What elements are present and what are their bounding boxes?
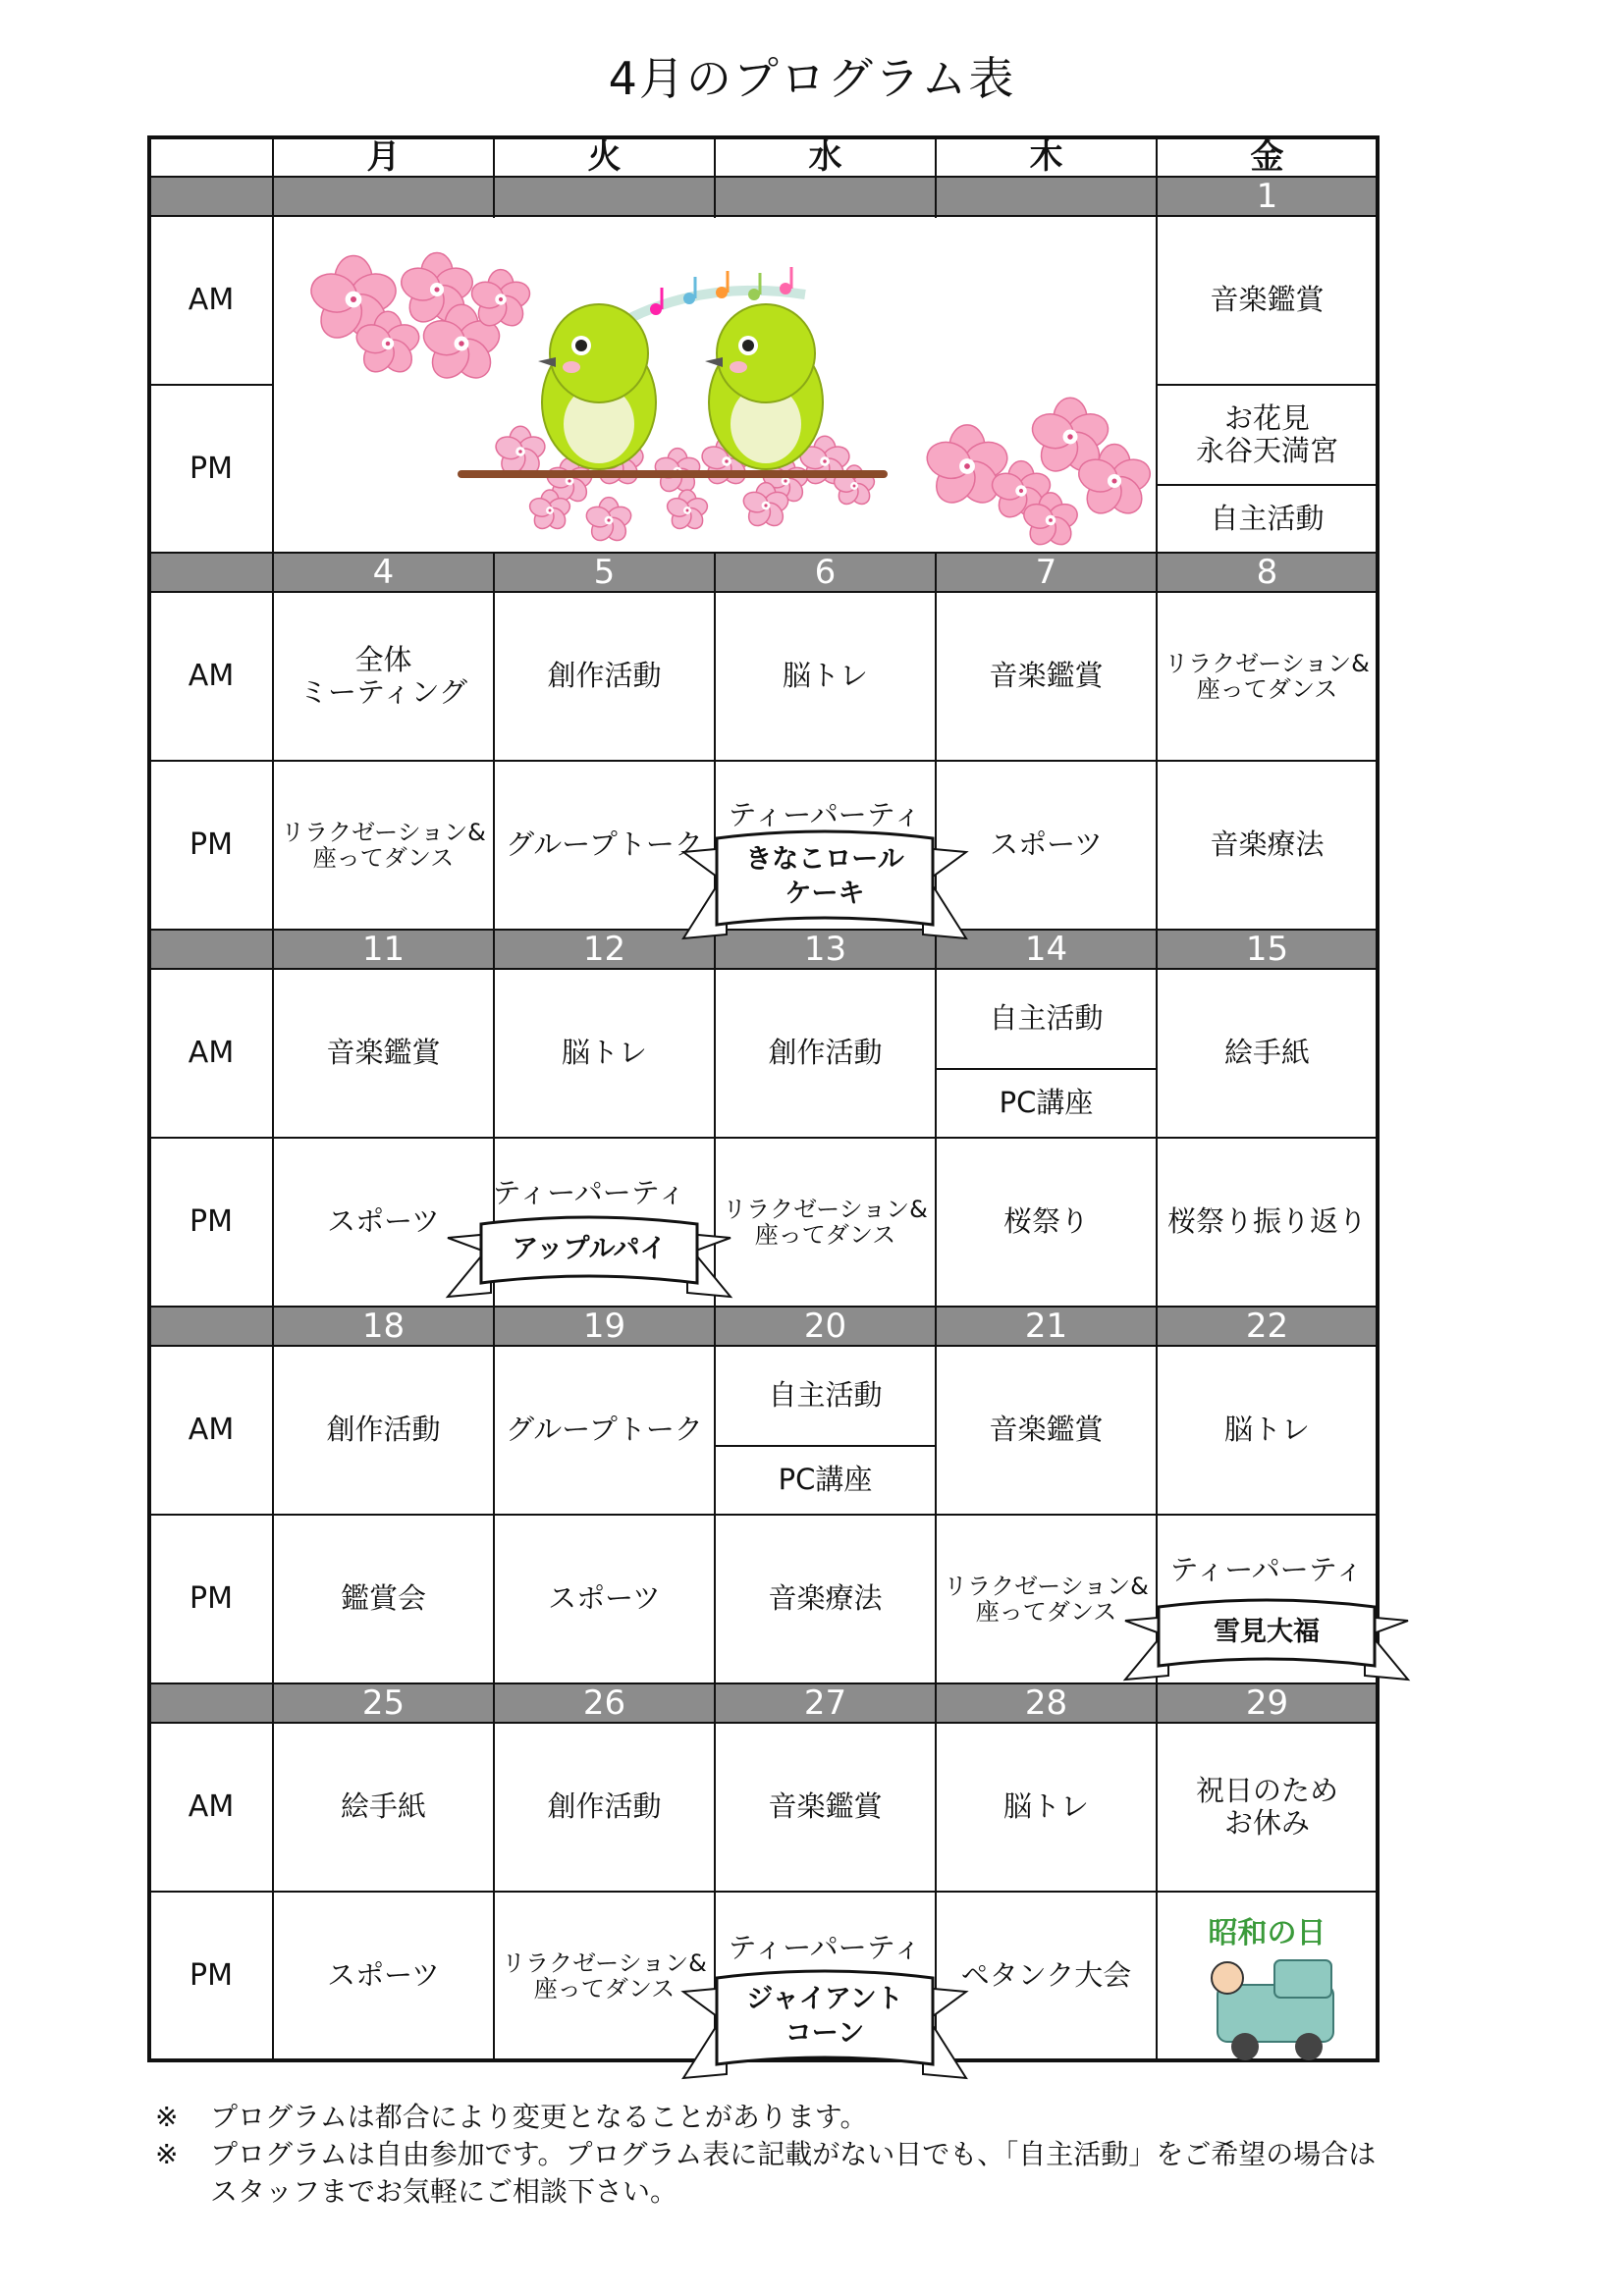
program-cell [936,1346,1157,1515]
showa-day-illustration [1209,1916,1334,2060]
program-cell [1157,1346,1378,1515]
period-label: AM [188,659,235,693]
program-label: 音楽鑑賞 [768,1789,883,1824]
program-cell [494,1723,715,1892]
date-number: 13 [803,930,847,969]
program-label: お花見 永谷天満宮 [1195,400,1338,467]
page-title: 4月のプログラム表 [608,52,1016,105]
program-cell [715,969,936,1138]
program-label: 自主活動 [989,1001,1104,1036]
program-cell [936,1723,1157,1892]
date-number: 27 [803,1683,847,1723]
program-label: グループトーク [506,828,703,862]
program-label: 音楽鑑賞 [1210,283,1325,317]
program-label: 自主活動 [768,1378,883,1413]
program-cell [715,1346,936,1446]
weekday-header: 月 [366,137,401,177]
program-cell [936,761,1157,930]
program-cell [1157,1723,1378,1892]
date-number: 14 [1024,930,1068,969]
program-cell [1157,385,1378,485]
date-number: 7 [1035,553,1057,592]
program-cell [273,592,494,761]
date-number: 18 [361,1307,406,1346]
date-number: 4 [372,553,395,592]
note-text: プログラムは自由参加です。プログラム表に記載がない日でも、「自主活動」をご希望の場合は スタッフまでお気軽にご相談下さい。 [210,2138,1377,2208]
program-label: 創作活動 [547,1789,662,1824]
program-label: 祝日のため お休み [1195,1773,1338,1840]
notes [155,2099,1490,2211]
date-number: 19 [582,1307,626,1346]
period-label: PM [189,1581,233,1616]
tea-party-label: ティーパーティ [1169,1553,1364,1586]
note-1 [155,2099,1490,2136]
program-cell [494,1346,715,1515]
period-label: AM [188,1036,235,1070]
program-cell [936,1069,1157,1138]
program-label: 音楽鑑賞 [989,1413,1104,1447]
program-cell [273,1892,494,2060]
date-number: 15 [1245,930,1289,969]
program-cell [273,969,494,1138]
date-number: 21 [1024,1307,1068,1346]
program-cell [715,1723,936,1892]
tea-party-label: ティーパーティ [728,798,922,831]
program-cell [936,1515,1157,1683]
date-number: 29 [1245,1683,1289,1723]
program-label: PC講座 [778,1463,873,1497]
program-label: 創作活動 [768,1036,883,1070]
tea-snack-banner [717,834,933,925]
program-cell [715,592,936,761]
date-number: 25 [361,1683,406,1723]
program-label: PC講座 [999,1086,1094,1120]
program-label: 鑑賞会 [340,1581,426,1616]
program-label: 音楽療法 [768,1581,883,1616]
weekday-header: 水 [808,137,842,177]
program-label: リラクゼーション& 座ってダンス [281,818,486,872]
period-label: AM [188,1789,235,1824]
bird-icon [705,304,823,469]
date-number: 5 [593,553,616,592]
program-label: 桜祭り [1002,1204,1089,1239]
date-number: 28 [1024,1683,1068,1723]
program-cell [273,761,494,930]
tea-snack-banner [717,1974,933,2064]
date-number: 26 [582,1683,626,1723]
program-cell [494,1892,715,2060]
snack-label: アップルパイ [512,1234,667,1264]
program-cell [273,1723,494,1892]
program-label: 脳トレ [1002,1789,1089,1824]
program-label: 脳トレ [782,659,868,693]
program-label: 創作活動 [547,659,662,693]
program-cell [1157,592,1378,761]
program-cell [1157,485,1378,554]
note-text: プログラムは都合により変更となることがあります。 [210,2101,868,2133]
note-mark: ※ [155,2101,179,2133]
date-number: 12 [582,930,626,969]
bird-icon [538,304,656,469]
period-label: PM [189,1958,233,1993]
program-label: 絵手紙 [1223,1036,1310,1070]
weekday-header: 木 [1029,137,1063,177]
program-label: スポーツ [327,1958,440,1993]
program-label: 脳トレ [561,1036,647,1070]
driver-icon [1212,1962,1243,1994]
period-label: PM [189,452,233,486]
snack-label: ジャイアント コーン [746,1984,903,2050]
note-2 [155,2136,1490,2211]
program-cell [494,592,715,761]
tea-snack-banner [481,1220,697,1283]
program-cell [1157,1138,1378,1307]
program-cell [273,1138,494,1307]
weekday-header: 金 [1250,137,1284,177]
program-cell [273,1515,494,1683]
program-label: 音楽鑑賞 [326,1036,441,1070]
program-label: 絵手紙 [340,1789,426,1824]
program-label: リラクゼーション& 座ってダンス [502,1949,707,2002]
program-cell [715,1446,936,1515]
program-label: リラクゼーション& 座ってダンス [723,1195,928,1249]
program-cell [715,1515,936,1683]
program-cell [1157,969,1378,1138]
program-label: リラクゼーション& 座ってダンス [944,1572,1149,1626]
program-label: グループトーク [506,1413,703,1447]
date-number: 1 [1256,177,1278,216]
holiday-badge: 昭和の日 [1208,1916,1326,1950]
period-label: PM [189,828,233,862]
snack-label: 雪見大福 [1214,1617,1320,1647]
program-label: 全体 ミーティング [298,642,468,709]
program-label: 創作活動 [326,1413,441,1447]
program-cell [715,1138,936,1307]
program-label: 脳トレ [1223,1413,1310,1447]
date-number: 8 [1256,553,1278,592]
date-number: 6 [814,553,837,592]
date-number: 20 [803,1307,847,1346]
program-cell [936,1892,1157,2060]
tea-snack-banner [1159,1603,1375,1666]
program-cell [494,761,715,930]
period-label: AM [188,1413,235,1447]
program-label: 音楽療法 [1210,828,1325,862]
program-label: ペタンク大会 [960,1958,1132,1993]
program-cell [1157,216,1378,385]
period-label: AM [188,283,235,317]
program-label: スポーツ [990,828,1103,862]
tea-party-label: ティーパーティ [492,1176,686,1209]
program-cell [494,1515,715,1683]
program-label: リラクゼーション& 座ってダンス [1164,649,1370,703]
program-cell [936,1138,1157,1307]
program-cell [936,592,1157,761]
snack-label: きなこロール ケーキ [745,844,904,910]
tea-party-label: ティーパーティ [728,1931,922,1964]
program-label: スポーツ [327,1204,440,1239]
program-cell [494,969,715,1138]
program-label: スポーツ [548,1581,661,1616]
date-number: 22 [1245,1307,1289,1346]
program-cell [936,969,1157,1069]
program-label: 音楽鑑賞 [989,659,1104,693]
weekday-header: 火 [587,137,622,177]
program-label: 桜祭り振り返り [1166,1204,1367,1239]
note-mark: ※ [155,2138,179,2170]
program-cell [1157,761,1378,930]
period-label: PM [189,1204,233,1239]
date-number: 11 [361,930,406,969]
program-label: 自主活動 [1210,502,1325,536]
program-cell [273,1346,494,1515]
